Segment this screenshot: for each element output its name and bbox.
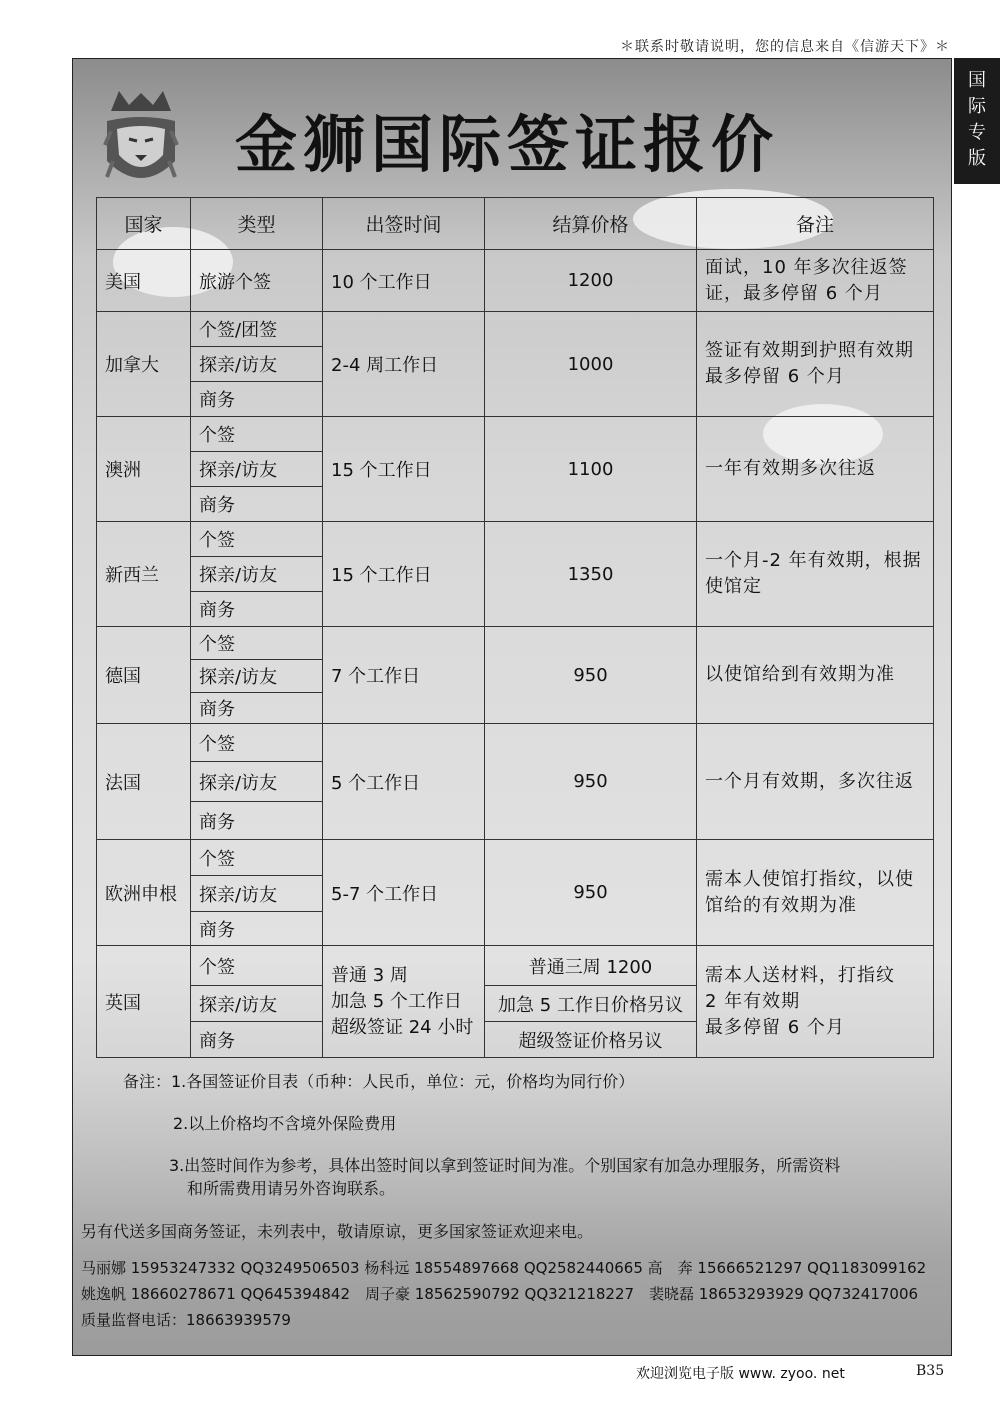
column-header: 类型 <box>191 198 323 250</box>
type-cell: 商务 <box>191 802 323 840</box>
type-cell: 个签 <box>191 627 323 660</box>
table-row <box>97 312 934 347</box>
table-row <box>97 417 934 452</box>
type-cell: 个签 <box>191 724 323 762</box>
price-cell: 1000 <box>485 312 697 417</box>
price-cell: 950 <box>485 627 697 724</box>
type-cell: 探亲/访友 <box>191 347 323 382</box>
type-cell: 个签/团签 <box>191 312 323 347</box>
type-cell: 探亲/访友 <box>191 660 323 693</box>
table-row <box>97 250 934 312</box>
time-cell: 7 个工作日 <box>323 627 485 724</box>
time-cell: 普通 3 周 加急 5 个工作日 超级签证 24 小时 <box>323 946 485 1058</box>
remark-cell: 需本人送材料，打指纹 2 年有效期 最多停留 6 个月 <box>697 946 934 1058</box>
type-cell: 商务 <box>191 382 323 417</box>
remark-cell: 面试，10 年多次往返签证，最多停留 6 个月 <box>697 250 934 312</box>
contact-line: 姚逸帆 18660278671 QQ645394842 周子豪 18562590792 QQ321218227 裴晓磊 18653293929 QQ732417006 <box>81 1285 919 1303</box>
country-cell: 法国 <box>97 724 191 840</box>
type-cell: 商务 <box>191 693 323 724</box>
type-cell: 探亲/访友 <box>191 557 323 592</box>
type-cell: 探亲/访友 <box>191 986 323 1022</box>
note-line: 备注：1.各国签证价目表（币种：人民币，单位：元，价格均为同行价） <box>123 1072 635 1091</box>
country-cell: 德国 <box>97 627 191 724</box>
visa-price-table <box>96 197 934 1058</box>
time-cell: 15 个工作日 <box>323 417 485 522</box>
section-tab <box>954 58 1000 184</box>
time-cell: 15 个工作日 <box>323 522 485 627</box>
supervision-phone: 质量监督电话：18663939579 <box>81 1311 291 1329</box>
type-cell: 商务 <box>191 592 323 627</box>
column-header: 国家 <box>97 198 191 250</box>
price-cell: 加急 5 工作日价格另议 <box>485 986 697 1022</box>
table-row <box>97 724 934 762</box>
price-cell: 1350 <box>485 522 697 627</box>
section-tab-char: 专 <box>968 122 986 143</box>
column-header: 结算价格 <box>485 198 697 250</box>
remark-cell: 需本人使馆打指纹，以使馆给的有效期为准 <box>697 840 934 946</box>
type-cell: 旅游个签 <box>191 250 323 312</box>
time-cell: 2-4 周工作日 <box>323 312 485 417</box>
country-cell: 新西兰 <box>97 522 191 627</box>
column-header: 出签时间 <box>323 198 485 250</box>
country-cell: 美国 <box>97 250 191 312</box>
table-row <box>97 522 934 557</box>
footer-website: 欢迎浏览电子版 www. zyoo. net <box>636 1366 845 1382</box>
page-number: B35 <box>916 1363 945 1379</box>
source-note: ＊联系时敬请说明，您的信息来自《信游天下》＊ <box>620 39 950 55</box>
poster-frame <box>72 58 952 1356</box>
section-tab-char: 版 <box>968 148 986 169</box>
price-cell: 超级签证价格另议 <box>485 1022 697 1058</box>
table-row <box>97 946 934 986</box>
note-line: 和所需费用请另外咨询联系。 <box>187 1179 396 1198</box>
price-cell: 950 <box>485 724 697 840</box>
type-cell: 探亲/访友 <box>191 876 323 912</box>
time-cell: 10 个工作日 <box>323 250 485 312</box>
remark-cell: 一个月-2 年有效期，根据使馆定 <box>697 522 934 627</box>
table-header-row <box>97 198 934 250</box>
type-cell: 商务 <box>191 912 323 946</box>
country-cell: 英国 <box>97 946 191 1058</box>
section-tab-char: 国 <box>968 70 986 91</box>
price-cell: 1200 <box>485 250 697 312</box>
country-cell: 澳洲 <box>97 417 191 522</box>
remark-cell: 一年有效期多次往返 <box>697 417 934 522</box>
price-cell: 普通三周 1200 <box>485 946 697 986</box>
price-cell: 1100 <box>485 417 697 522</box>
remark-cell: 一个月有效期，多次往返 <box>697 724 934 840</box>
remark-cell: 以使馆给到有效期为准 <box>697 627 934 724</box>
type-cell: 商务 <box>191 487 323 522</box>
contacts-intro: 另有代送多国商务签证，未列表中，敬请原谅，更多国家签证欢迎来电。 <box>81 1222 594 1241</box>
type-cell: 个签 <box>191 522 323 557</box>
section-tab-char: 际 <box>968 96 986 117</box>
page-title: 金狮国际签证报价 <box>235 108 780 181</box>
note-line: 2.以上价格均不含境外保险费用 <box>173 1114 397 1133</box>
type-cell: 个签 <box>191 946 323 986</box>
table-row <box>97 840 934 876</box>
time-cell: 5-7 个工作日 <box>323 840 485 946</box>
type-cell: 个签 <box>191 417 323 452</box>
country-cell: 加拿大 <box>97 312 191 417</box>
remark-cell: 签证有效期到护照有效期最多停留 6 个月 <box>697 312 934 417</box>
country-cell: 欧洲申根 <box>97 840 191 946</box>
table-row <box>97 627 934 660</box>
type-cell: 商务 <box>191 1022 323 1058</box>
time-cell: 5 个工作日 <box>323 724 485 840</box>
column-header: 备注 <box>697 198 934 250</box>
type-cell: 探亲/访友 <box>191 452 323 487</box>
price-cell: 950 <box>485 840 697 946</box>
note-line: 3.出签时间作为参考，具体出签时间以拿到签证时间为准。个别国家有加急办理服务，所需资料 <box>169 1156 841 1175</box>
lion-logo-icon <box>103 91 179 195</box>
contact-line: 马丽娜 15953247332 QQ3249506503 杨科远 18554897668 QQ2582440665 高 奔 15666521297 QQ1183099162 <box>81 1259 927 1277</box>
type-cell: 个签 <box>191 840 323 876</box>
type-cell: 探亲/访友 <box>191 762 323 802</box>
